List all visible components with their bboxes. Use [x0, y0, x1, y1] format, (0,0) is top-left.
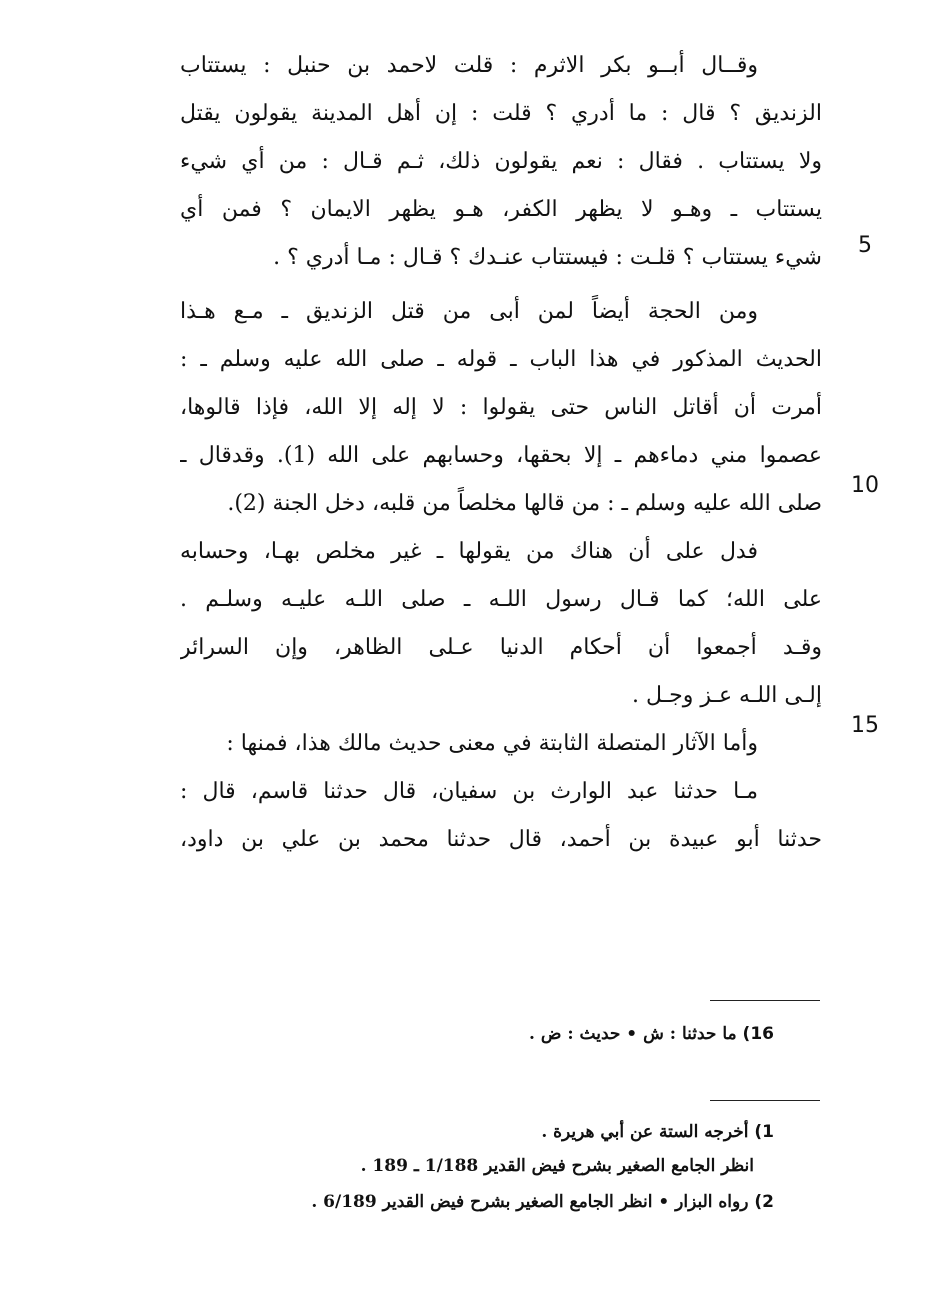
text-line: صلى الله عليه وسلم ـ : من قالها مخلصاً من قلبه، دخل الجنة (2).: [227, 491, 822, 516]
footnote-number: 2): [754, 1192, 774, 1212]
apparatus-rule: [710, 1000, 820, 1001]
text-line: إلـى اللـه عـز وجـل .: [632, 683, 822, 708]
text-line: ولا يستتاب . فقال : نعم يقولون ذلك، ثـم قـال : من أي شيء: [180, 149, 822, 174]
main-text: [180, 42, 822, 864]
line-number: 5: [858, 233, 872, 258]
footnote-2: [311, 1192, 774, 1212]
variant-note: [529, 1024, 774, 1044]
footnote-1: [541, 1122, 774, 1142]
text-line: يستتاب ـ وهـو لا يظهر الكفر، هـو يظهر الايمان ؟ فمن أي: [180, 197, 822, 222]
text-line: شيء يستتاب ؟ قلـت : فيستتاب عنـدك ؟ قـال : مـا أدري ؟ .: [273, 245, 822, 270]
text-line: على الله؛ كما قـال رسول اللـه ـ صلى اللـه عليـه وسلـم .: [180, 587, 822, 612]
variant-note-text: ما حدثنا : ش • حديث : ض .: [529, 1024, 737, 1044]
footnote-number: 1): [754, 1122, 774, 1142]
text-line: حدثنا أبو عبيدة بن أحمد، قال حدثنا محمد بن علي بن داود،: [180, 827, 822, 852]
text-line: عصموا مني دماءهم ـ إلا بحقها، وحسابهم على الله (1). وقدقال ـ: [180, 443, 822, 468]
line-number: 15: [851, 713, 879, 738]
footnote-text: انظر الجامع الصغير بشرح فيض القدير 1/188 ـ 189 .: [360, 1156, 754, 1176]
footnote-rule: [710, 1100, 820, 1101]
text-line: الزنديق ؟ قال : ما أدري ؟ قلت : إن أهل المدينة يقولون يقتل: [180, 101, 822, 126]
text-line: مـا حدثنا عبد الوارث بن سفيان، قال حدثنا قاسم، قال :: [180, 779, 758, 804]
text-line: وقــال أبــو بكر الاثرم : قلت لاحمد بن حنبل : يستتاب: [180, 53, 758, 78]
footnote-text: رواه البزار • انظر الجامع الصغير بشرح فيض القدير 6/189 .: [311, 1192, 749, 1212]
text-line: ومن الحجة أيضاً لمن أبى من قتل الزنديق ـ مـع هـذا: [180, 299, 758, 324]
text-line: فدل على أن هناك من يقولها ـ غير مخلص بهـا، وحسابه: [180, 539, 758, 564]
footnote-text: أخرجه الستة عن أبي هريرة .: [541, 1122, 749, 1142]
text-line: وقـد أجمعوا أن أحكام الدنيا عـلى الظاهر، وإن السرائر: [180, 635, 822, 660]
text-line: أمرت أن أقاتل الناس حتى يقولوا : لا إله إلا الله، فإذا قالوها،: [180, 395, 822, 420]
text-line: وأما الآثار المتصلة الثابتة في معنى حديث مالك هذا، فمنها :: [226, 731, 758, 756]
line-number: 10: [851, 473, 879, 498]
footnote-1-continuation: [361, 1156, 754, 1176]
text-line: الحديث المذكور في هذا الباب ـ قوله ـ صلى الله عليه وسلم ـ :: [180, 347, 822, 372]
variant-note-number: 16): [742, 1024, 774, 1044]
